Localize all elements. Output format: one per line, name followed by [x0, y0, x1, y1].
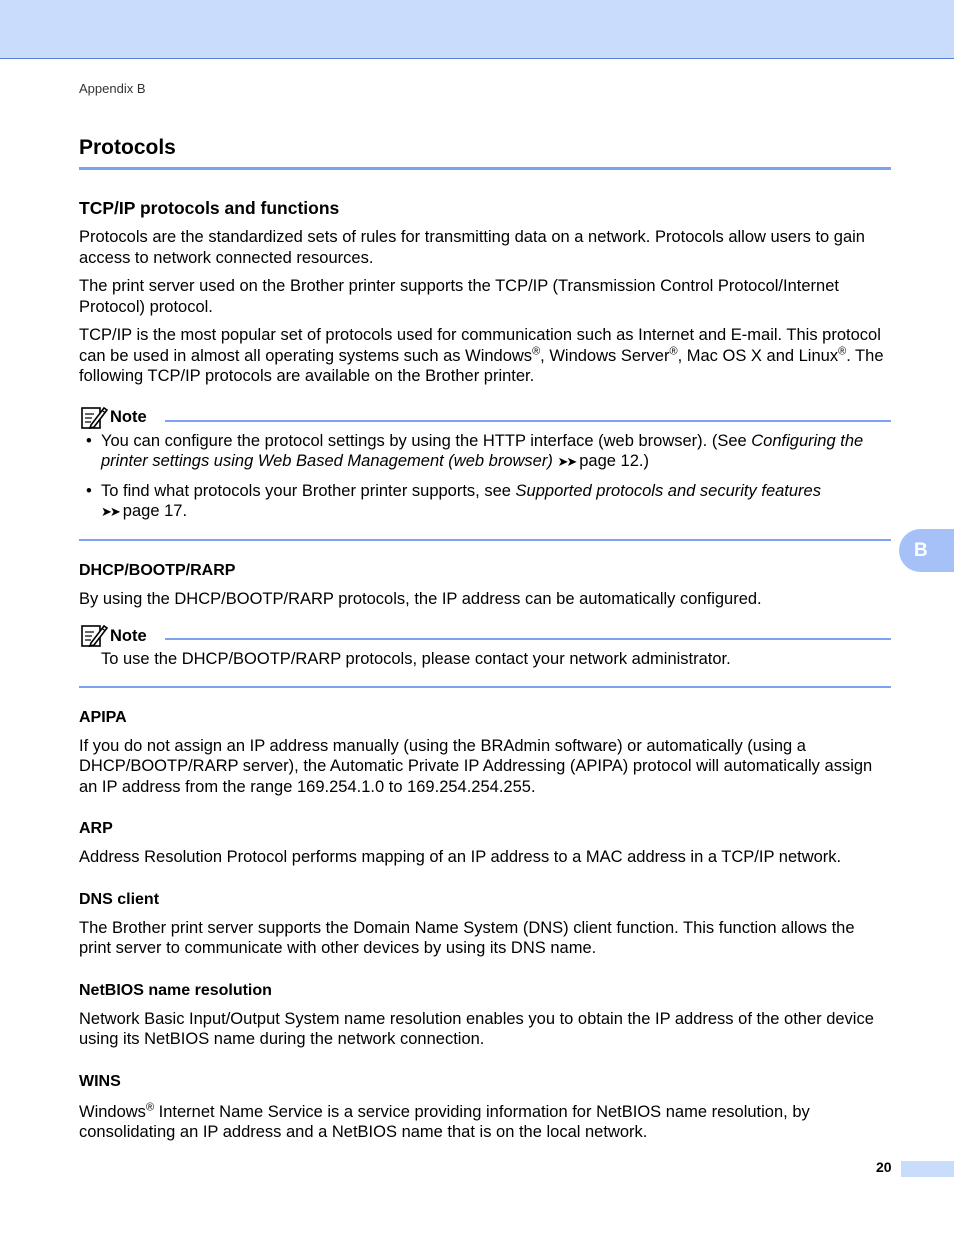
apipa-paragraph: If you do not assign an IP address manually (using the BRAdmin software) or automatically (using a DHCP/BOOTP/RARP server), the Automatic Private IP Addressing (APIPA) protocol will automatically assign an IP address from the range 169.254.1.0 to 169.254.254.255. [79, 736, 873, 796]
section-heading-netbios: NetBIOS name resolution [79, 981, 272, 999]
running-head: Appendix B [79, 81, 146, 96]
registered-mark: ® [669, 345, 678, 357]
tcpip-paragraph-2: The print server used on the Brother printer supports the TCP/IP (Transmission Control Protocol/Internet Protocol) protocol. [79, 277, 839, 316]
note-bullet-1: • You can configure the protocol settings by using the HTTP interface (web browser). (See Configuring the printer settings using Web Based Management (web browser) ➤➤ page 12.) [101, 431, 891, 473]
appendix-side-tab: B [899, 529, 954, 572]
note-text: To use the DHCP/BOOTP/RARP protocols, please contact your network administrator. [101, 650, 731, 668]
registered-mark: ® [532, 345, 541, 357]
note-pencil-icon [80, 405, 108, 431]
tcpip-paragraph-1: Protocols are the standardized sets of rules for transmitting data on a network. Protocols allow users to gain access to network connected resources. [79, 228, 865, 267]
wins-paragraph: Windows® Internet Name Service is a service providing information for NetBIOS name resolution, by consolidating an IP address and a NetBIOS name that is on the local network. [79, 1101, 810, 1141]
page-number-bar [901, 1161, 954, 1177]
page-content [79, 134, 891, 1151]
note-bullet-2: • To find what protocols your Brother printer supports, see Supported protocols and security features ➤➤ page 17. [101, 481, 891, 523]
netbios-paragraph: Network Basic Input/Output System name resolution enables you to obtain the IP address of the other device using its NetBIOS name during the network connection. [79, 1009, 874, 1048]
section-heading-arp: ARP [79, 820, 113, 837]
registered-mark: ® [838, 345, 847, 357]
section-heading-dhcp: DHCP/BOOTP/RARP [79, 561, 236, 579]
dhcp-paragraph: By using the DHCP/BOOTP/RARP protocols, the IP address can be automatically configured. [79, 589, 762, 608]
note-header [79, 405, 891, 431]
section-heading-tcpip: TCP/IP protocols and functions [79, 198, 340, 218]
arp-paragraph: Address Resolution Protocol performs mapping of an IP address to a MAC address in a TCP/IP network. [79, 848, 842, 866]
note-header [79, 623, 891, 649]
note-label: Note [110, 626, 147, 645]
cross-reference-link[interactable]: Supported protocols and security features [515, 481, 821, 500]
note-box [79, 405, 891, 541]
page-title: Protocols [79, 134, 891, 170]
double-arrow-icon: ➤➤ [101, 504, 119, 519]
registered-mark: ® [145, 1101, 155, 1113]
note-pencil-icon [80, 623, 108, 649]
section-heading-wins: WINS [79, 1072, 121, 1090]
tcpip-paragraph-3: TCP/IP is the most popular set of protocols used for communication such as Internet and E-mail. This protocol can be used in almost all operating systems such as Windows®, Windows Server®, Mac OS X and Linux®. The following TCP/IP protocols are available on the Brother printer. [79, 326, 884, 385]
note-body [79, 649, 891, 670]
page-number: 20 [876, 1159, 892, 1175]
note-body [79, 431, 891, 523]
section-heading-apipa: APIPA [79, 708, 127, 726]
note-rule [165, 420, 891, 422]
section-heading-dns: DNS client [79, 890, 160, 908]
page-header-band [0, 0, 954, 59]
dns-paragraph: The Brother print server supports the Domain Name System (DNS) client function. This function allows the print server to communicate with other devices by using its DNS name. [79, 918, 855, 957]
note-box [79, 623, 891, 688]
note-rule [165, 638, 891, 640]
note-label: Note [110, 408, 147, 426]
cross-reference-link[interactable]: Configuring the printer settings using Web Based Management (web browser) [101, 431, 864, 470]
double-arrow-icon: ➤➤ [557, 454, 576, 469]
